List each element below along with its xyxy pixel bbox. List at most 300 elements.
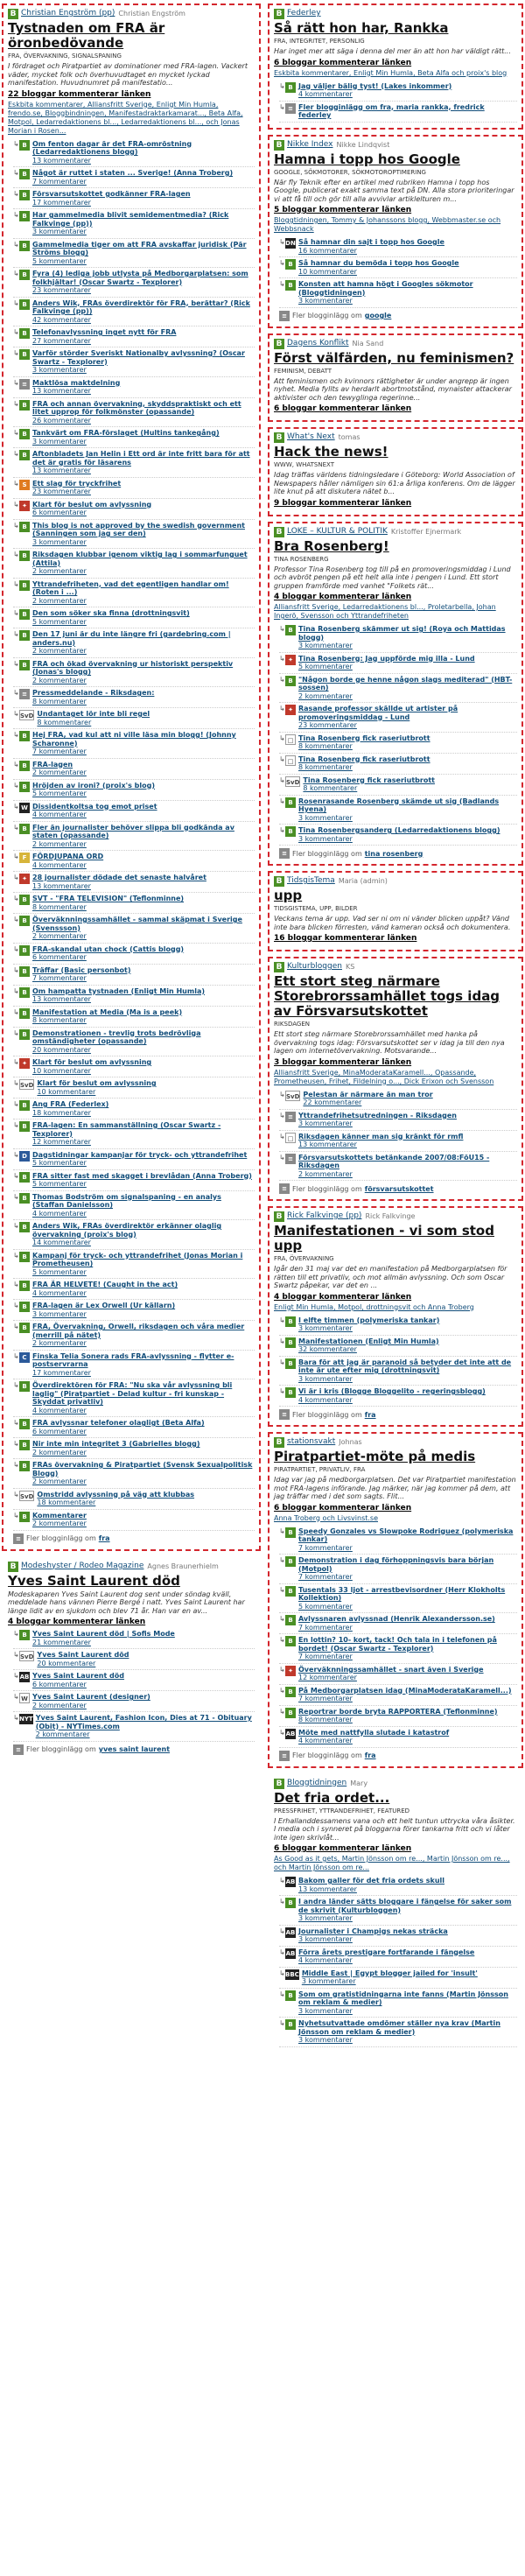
comment-count-link[interactable]: 12 kommentarer xyxy=(32,1138,91,1146)
reply-arrow-icon: ↳ xyxy=(13,211,19,219)
list-item xyxy=(13,1351,255,1380)
source-link[interactable]: Dagens Konflikt xyxy=(287,338,349,347)
comment-count-link[interactable]: 5 kommentarer xyxy=(32,1159,87,1167)
comment-count-link[interactable]: 2 kommentarer xyxy=(32,932,87,940)
comment-count-link[interactable]: 8 kommentarer xyxy=(298,763,353,771)
card-feminism xyxy=(268,333,523,423)
blog-count-link[interactable]: 6 bloggar kommenterar länken xyxy=(274,1503,412,1513)
comment-count-link[interactable]: 2 kommentarer xyxy=(32,567,87,575)
item-title-link[interactable]: På Medborgarplatsen idag (MinaModerataKaramell...) xyxy=(298,1686,512,1695)
comment-count-link[interactable]: 4 kommentarer xyxy=(32,1406,87,1414)
blog-list[interactable]: As Good as it gets, Martin Jönsson om re..., Martin Jönsson om re..., och Martin Jönsson om re... xyxy=(274,1855,510,1871)
source-favicon-icon: DN xyxy=(285,240,296,247)
item-title-link[interactable]: FRA ÄR HELVETE! (Caught in the act) xyxy=(32,1281,178,1288)
source-favicon-icon: B xyxy=(19,731,30,741)
item-title-link[interactable]: Rasande professor skällde ut artister på promoveringsmiddag - Lund xyxy=(298,705,458,721)
list-item xyxy=(13,1149,255,1170)
comment-count-link[interactable]: 10 kommentarer xyxy=(37,1087,96,1096)
comment-count-link[interactable]: 3 kommentarer xyxy=(298,642,353,649)
comment-count-link[interactable]: 4 kommentarer xyxy=(32,1209,87,1218)
item-title-link[interactable]: Varför störder Sveriskt Nationalby avlyssning? (Oscar Swartz - Texplorer) xyxy=(32,349,245,366)
comment-count-link[interactable]: 22 kommentarer xyxy=(303,1098,362,1106)
item-title-link[interactable]: FÖRDJUPANA ORD xyxy=(32,853,104,860)
post-title[interactable]: Bra Rosenberg! xyxy=(274,537,389,554)
source-favicon-icon: B xyxy=(19,270,30,280)
blog-count-link[interactable]: 9 bloggar kommenterar länken xyxy=(274,498,412,508)
post-tags: FRA, ÖVERVAKNING xyxy=(274,1255,334,1262)
comment-count-link[interactable]: 6 kommentarer xyxy=(32,1427,87,1435)
comment-count-link[interactable]: 2 kommentarer xyxy=(32,596,87,605)
comment-count-link[interactable]: 2 kommentarer xyxy=(32,1478,87,1485)
item-title-link[interactable]: Dagstidningar kampanjar för tryck- och yttrandefrihet xyxy=(32,1150,248,1159)
item-title-link[interactable]: Gammelmedia tiger om att FRA avskaffar juridisk (Pär Ströms blogg) xyxy=(32,240,247,256)
blog-list[interactable]: Eskbita kommentarer, Alliansfritt Sverige, Enligt Min Humla, frendo.se, Bloggbindningen, Manifestadraktarkamarat..., Beta Alfa, Motpol, Ledarredaktionens bl..., Ledarredaktionens bl..., och Jonas Morian i Rosen... xyxy=(8,100,243,135)
comment-count-link[interactable]: 8 kommentarer xyxy=(303,784,358,792)
item-title-link[interactable]: Yves Saint Laurent död | Sofis Mode xyxy=(32,1630,175,1638)
item-title-link[interactable]: Jag väljer bälig tyst! (Lakes inkommer) xyxy=(298,81,452,90)
item-title-link[interactable]: Tina Rosenberg: Jag uppförde mig illa - Lund xyxy=(298,654,475,663)
comment-count-link[interactable]: 26 kommentarer xyxy=(32,416,91,425)
comment-count-link[interactable]: 13 kommentarer xyxy=(32,387,91,395)
item-title-link[interactable]: Om hampatta tystnaden (Enligt Min Humla) xyxy=(32,986,206,995)
reply-arrow-icon: ↳ xyxy=(13,1100,19,1108)
list-item xyxy=(279,1584,517,1614)
blog-count-link[interactable]: 6 bloggar kommenterar länken xyxy=(274,1844,412,1853)
comment-count-link[interactable]: 2 kommentarer xyxy=(32,1520,87,1527)
comment-count-link[interactable]: 3 kommentarer xyxy=(298,1914,353,1922)
more-posts-link[interactable]: tina rosenberg xyxy=(364,849,424,858)
item-title-link[interactable]: Omstridd avlyssning på väg att klubbas xyxy=(37,1490,195,1499)
item-title-link[interactable]: Finska Telia Sonera rads FRA-avlyssning - flytter e-postservrarna xyxy=(32,1351,234,1368)
item-title-link[interactable]: FRA-lagen är Lex Orwell (Ur källarn) xyxy=(32,1302,176,1309)
item-title-link[interactable]: FRA-lagen xyxy=(32,760,74,769)
comment-count-link[interactable]: 8 kommentarer xyxy=(32,1016,87,1024)
item-title-link[interactable]: FRA, Övervakning, Orwell, riksdagen och våra medier (merrill på nätet) xyxy=(32,1323,245,1339)
more-posts-link[interactable]: försvarsutskottet xyxy=(364,1184,434,1193)
item-title-link[interactable]: Fler än journalister behöver slippa bli godkända av staten (opassande) xyxy=(32,823,234,839)
comment-count-link[interactable]: 5 kommentarer xyxy=(32,617,87,626)
comment-count-link[interactable]: 13 kommentarer xyxy=(298,1141,357,1148)
comment-count-link[interactable]: 3 kommentarer xyxy=(298,2006,353,2015)
post-title[interactable]: Det fria ordet... xyxy=(274,1789,390,1806)
comment-count-link[interactable]: 3 kommentarer xyxy=(32,366,87,374)
source-link[interactable]: TidsgisTema xyxy=(287,876,335,885)
item-title-link[interactable]: Så hamnar du bemöda i topp hos Google xyxy=(298,259,459,267)
comment-count-link[interactable]: 5 kommentarer xyxy=(32,1267,87,1276)
blog-list[interactable]: Eskbita kommentarer, Enligt Min Humla, Beta Alfa och proix's blog xyxy=(274,68,508,77)
item-title-link[interactable]: I andra länder sätts bloggare i fängelse för saker som de skrivit (Kulturbloggen) xyxy=(298,1898,512,1914)
source-favicon-icon: ✦ xyxy=(19,1058,30,1069)
blog-count-link[interactable]: 4 bloggar kommenterar länken xyxy=(274,593,412,601)
blog-count-link[interactable]: 4 bloggar kommenterar länken xyxy=(8,1618,146,1626)
comment-count-link[interactable]: 5 kommentarer xyxy=(32,1180,87,1188)
comment-count-link[interactable]: 13 kommentarer xyxy=(32,156,91,165)
item-title-link[interactable]: FRA och annan övervakning, skyddspraktiskt och ett litet upprop för folkmönster (opassande) xyxy=(32,399,242,416)
item-title-link[interactable]: Tina Rosenberg fick raseriutbrott xyxy=(298,755,430,763)
item-title-link[interactable]: Försvarsutskottets betänkande 2007/08:FöU15 - Riksdagen xyxy=(298,1153,490,1169)
more-posts-link[interactable]: fra xyxy=(98,1534,110,1542)
reply-arrow-icon: ↳ xyxy=(279,675,285,684)
list-item xyxy=(13,729,255,759)
item-title-link[interactable]: Demonstration i dag förhoppningsvis bara början (Motpol) xyxy=(298,1556,494,1573)
source-favicon-icon: B xyxy=(285,1556,296,1567)
blog-list[interactable]: Alliansfritt Sverige, Ledarredaktionens bl..., Proletarbella, Johan Ingerö, Svensson och Yttrandefriheten xyxy=(274,603,496,620)
item-title-link[interactable]: Möte med nattfylla slutade i katastrof xyxy=(298,1728,450,1737)
reply-arrow-icon: ↳ xyxy=(279,259,285,267)
item-title-link[interactable]: Riksdagen känner man sig kränkt för rmfl xyxy=(298,1132,464,1141)
comment-count-link[interactable]: 7 kommentarer xyxy=(298,1695,353,1702)
item-title-link[interactable]: Yves Saint Laurent död xyxy=(32,1672,125,1680)
comment-count-link[interactable]: 5 kommentarer xyxy=(298,663,353,670)
comment-count-link[interactable]: 7 kommentarer xyxy=(32,177,87,186)
blog-count-link[interactable]: 16 bloggar kommenterar länken xyxy=(274,934,417,943)
item-title-link[interactable]: Ang FRA (Federlex) xyxy=(32,1100,109,1108)
item-title-link[interactable]: FRAs övervakning & Piratpartiet (Svensk Sexualpolitisk Blogg) xyxy=(32,1461,253,1478)
more-posts-link[interactable]: yves saint laurent xyxy=(98,1745,171,1753)
blog-count-link[interactable]: 3 bloggar kommenterar länken xyxy=(274,1057,412,1067)
comment-count-link[interactable]: 7 kommentarer xyxy=(298,1573,353,1581)
comment-count-link[interactable]: 42 kommentarer xyxy=(32,315,91,324)
more-posts: ≡ Fler blogginlägg om fra xyxy=(13,1534,255,1544)
item-title-link[interactable]: Tina Rosenberg fick raseriutbrott xyxy=(298,733,430,742)
item-title-link[interactable]: Tankvärt om FRA-förslaget (Hultins tankegång) xyxy=(32,429,220,437)
comment-count-link[interactable]: 20 kommentarer xyxy=(32,1045,91,1054)
reply-arrow-icon: ↳ xyxy=(279,2019,285,2027)
more-posts-link[interactable]: google xyxy=(364,312,392,319)
source-link[interactable]: stationsvakt xyxy=(287,1437,336,1446)
item-title-link[interactable]: Anders Wik, FRAs överdirektör för FRA, berättar? (Rick Falkvinge (pp)) xyxy=(32,298,250,315)
blog-count-link[interactable]: 6 bloggar kommenterar länken xyxy=(274,404,412,413)
source-link[interactable]: LOKE – KULTUR & POLITIK xyxy=(287,526,388,536)
item-title-link[interactable]: Riksdagen klubbar igenom viktig lag i sommarfunguet (Attila) xyxy=(32,551,248,567)
item-title-link[interactable]: En lottin? 10- kort, tack! Och tala in i telefonen på bordet! (Oscar Swartz - Texplorer) xyxy=(298,1636,497,1653)
item-title-link[interactable]: Försvarsutskottet godkänner FRA-lagen xyxy=(32,190,191,198)
comment-count-link[interactable]: 10 kommentarer xyxy=(298,267,357,276)
list-item xyxy=(13,1056,255,1077)
source-favicon-icon: D xyxy=(19,1151,30,1162)
right-column xyxy=(268,4,523,2060)
comment-count-link[interactable]: 3 kommentarer xyxy=(298,834,353,843)
comment-count-link[interactable]: 4 kommentarer xyxy=(298,90,353,98)
blog-icon: B xyxy=(274,339,284,349)
source-link[interactable]: Federley xyxy=(287,9,321,18)
comment-count-link[interactable]: 5 kommentarer xyxy=(32,790,87,797)
item-title-link[interactable]: Manifestation at Media (Ma is a peek) xyxy=(32,1007,183,1016)
blog-count-link[interactable]: 5 bloggar kommenterar länken xyxy=(274,206,412,214)
comment-count-link[interactable]: 6 kommentarer xyxy=(32,1680,87,1688)
comment-count-link[interactable]: 13 kommentarer xyxy=(32,881,91,890)
comment-count-link[interactable]: 17 kommentarer xyxy=(32,198,91,207)
item-title-link[interactable]: This blog is not approved by the swedish government (Sanningen som jag ser den) xyxy=(32,521,245,537)
item-title-link[interactable]: Fler blogginlägg om fra, maria rankka, fredrick federley xyxy=(298,102,485,119)
comment-count-link[interactable]: 4 kommentarer xyxy=(32,860,87,869)
item-title-link[interactable]: Yttrandefriheten, vad det egentligen handlar om! (Roten i ...) xyxy=(32,579,229,596)
item-title-link[interactable]: Tina Rosenbergsanderg (Ledarredaktionens blogg) xyxy=(298,826,500,834)
item-title-link[interactable]: Bakom galler för det fria ordets skull xyxy=(298,1877,445,1885)
post-title[interactable]: Så rätt hon har, Rankka xyxy=(274,20,449,36)
comment-count-link[interactable]: 7 kommentarer xyxy=(32,748,87,755)
item-title-link[interactable]: FRA-skandal utan chock (Cattis blogg) xyxy=(32,944,185,953)
source-link[interactable]: Kulturbloggen xyxy=(287,962,342,971)
comment-count-link[interactable]: 5 kommentarer xyxy=(32,256,87,265)
more-posts-link[interactable]: fra xyxy=(364,1751,376,1759)
item-title-link[interactable]: Förra årets prestigare fortfarande i fängelse xyxy=(298,1948,475,1956)
comment-count-link[interactable]: 2 kommentarer xyxy=(32,647,87,655)
item-title-link[interactable]: FRA sitter fast med skagget i brevlådan (Anna Troberg) xyxy=(32,1171,252,1180)
more-posts-link[interactable]: fra xyxy=(364,1410,376,1419)
blog-count-link[interactable]: 4 bloggar kommenterar länken xyxy=(274,1292,412,1302)
item-title-link[interactable]: Nir inte min integritet 3 (Gabrielles blogg) xyxy=(32,1440,200,1448)
item-title-link[interactable]: FRA-lagen: En sammanställning (Oscar Swartz - Texplorer) xyxy=(32,1121,221,1138)
item-title-link[interactable]: Något är ruttet i staten ... Sverige! (Anna Troberg) xyxy=(32,169,234,177)
item-title-link[interactable]: Undantaget lör inte bli regel xyxy=(37,710,150,718)
reply-arrow-icon: ↳ xyxy=(279,1969,285,1977)
item-title-link[interactable]: Den som söker ska finna (drottningsvit) xyxy=(32,609,190,617)
comment-count-link[interactable]: 7 kommentarer xyxy=(298,1623,353,1632)
item-title-link[interactable]: "Någon borde ge henne någon slags mediterad" (HBT-sossen) xyxy=(298,675,513,691)
comment-count-link[interactable]: 7 kommentarer xyxy=(32,974,87,982)
source-link[interactable]: Rick Falkvinge (pp) xyxy=(287,1211,362,1220)
comment-count-link[interactable]: 10 kommentarer xyxy=(32,1066,91,1075)
comment-count-link[interactable]: 4 kommentarer xyxy=(298,1395,353,1404)
source-favicon-icon: B xyxy=(285,1337,296,1348)
item-title-link[interactable]: Vi är i kris (Blogge Bloggelito - regeringsblogg) xyxy=(298,1387,486,1395)
item-title-link[interactable]: Yves Saint Laurent, Fashion Icon, Dies at 71 - Obituary (Obit) - NYTimes.com xyxy=(35,1714,252,1730)
list-item xyxy=(13,986,255,1007)
item-title-link[interactable]: Aftonbladets Jan Helin i Ett ord är inte fritt bara för att det är gratis för läsarens xyxy=(32,450,250,467)
comment-count-link[interactable]: 8 kommentarer xyxy=(37,718,92,726)
comment-count-link[interactable]: 3 kommentarer xyxy=(301,1977,356,1985)
comment-count-link[interactable]: 13 kommentarer xyxy=(32,467,91,474)
post-title[interactable]: Först välfärden, nu feminismen? xyxy=(274,349,514,366)
comment-count-link[interactable]: 2 kommentarer xyxy=(32,1701,87,1709)
item-title-link[interactable]: Rosenrasande Rosenberg skämde ut sig (Badlands Hyena) xyxy=(298,797,500,813)
item-title-link[interactable]: Yttrandefrihetsutredningen - Riksdagen xyxy=(298,1111,457,1120)
comment-count-link[interactable]: 23 kommentarer xyxy=(32,488,91,495)
item-title-link[interactable]: Konsten att hamna högt i Googles sökmotor (Bloggtidningen) xyxy=(298,280,473,297)
comment-count-link[interactable]: 2 kommentarer xyxy=(298,1169,353,1178)
item-title-link[interactable]: 28 journalister dödade det senaste halvåret xyxy=(32,874,206,881)
source-favicon-icon: B xyxy=(19,580,30,591)
comment-count-link[interactable]: 2 kommentarer xyxy=(32,769,87,776)
post-title[interactable]: upp xyxy=(274,888,303,903)
reply-arrow-icon: ↳ xyxy=(13,1693,19,1701)
item-title-link[interactable]: Nyhetsutvattade omdömer ställer nya krav (Martin Jönsson om reklam & medier) xyxy=(298,2019,500,2036)
card-forsvarsutskottet xyxy=(268,957,523,1201)
comment-count-link[interactable]: 2 kommentarer xyxy=(35,1730,90,1738)
item-title-link[interactable]: Thomas Bodström om signalspaning - en analys (Staffan Danielsson) xyxy=(32,1192,221,1209)
item-title-link[interactable]: Bara för att jag är paranoid så betyder det inte att de inte är ute efter mig (drottningsvit) xyxy=(298,1358,512,1374)
blog-list[interactable]: Anna Troberg och Livsvinst.se xyxy=(274,1513,378,1522)
left-column xyxy=(2,4,261,1767)
item-title-link[interactable]: Överväknningssamhället - sammal skäpmat i Sverige (Svenssson) xyxy=(32,916,242,932)
item-title-link[interactable]: Överväknningssamhället - snart även i Sverige xyxy=(298,1665,484,1674)
item-title-link[interactable]: Reportrar borde bryta RAPPORTERA (Teflonminne) xyxy=(298,1707,498,1716)
item-title-link[interactable]: Maktlösa maktdelning xyxy=(32,378,121,387)
reply-arrow-icon: ↳ xyxy=(13,521,19,530)
source-link[interactable]: Bloggtidningen xyxy=(287,1778,347,1787)
item-title-link[interactable]: Tina Rosenberg fick raseriutbrott xyxy=(303,776,435,784)
comment-count-link[interactable]: 4 kommentarer xyxy=(298,1737,353,1744)
comment-count-link[interactable]: 3 kommentarer xyxy=(32,1309,87,1318)
list-item xyxy=(13,1170,255,1191)
source-favicon-icon: B xyxy=(285,1615,296,1625)
comment-count-link[interactable]: 12 kommentarer xyxy=(298,1674,357,1681)
comment-count-link[interactable]: 13 kommentarer xyxy=(298,1885,357,1893)
reply-arrow-icon: ↳ xyxy=(13,270,19,277)
item-title-link[interactable]: SVT - "FRA TELEVISION" (Teflonminne) xyxy=(32,895,185,902)
comment-count-link[interactable]: 16 kommentarer xyxy=(298,246,357,255)
source-link[interactable]: Modeshyster / Rodeo Magazine xyxy=(21,1561,144,1570)
reply-arrow-icon: ↳ xyxy=(13,479,19,488)
comment-count-link[interactable]: 13 kommentarer xyxy=(32,995,91,1003)
item-title-link[interactable]: Anders Wik, FRAs överdirektör erkänner olaglig övervakning (proix's blog) xyxy=(32,1222,222,1239)
item-title-link[interactable]: Hröjden av ironi? (proix's blog) xyxy=(32,781,156,790)
comment-count-link[interactable]: 8 kommentarer xyxy=(32,902,87,911)
item-title-link[interactable]: Hej FRA, vad kul att ni ville läsa min blogg! (Johnny Scharonne) xyxy=(32,731,236,748)
source-link[interactable]: Nikke Index xyxy=(287,139,333,149)
blog-list[interactable]: Enligt Min Humla, Motpol, drottningsvit och Anna Troberg xyxy=(274,1302,474,1311)
item-title-link[interactable]: Telefonavlyssning inget nytt för FRA xyxy=(32,328,177,336)
comment-count-link[interactable]: 8 kommentarer xyxy=(32,697,87,705)
item-title-link[interactable]: Klart för beslut om avlyssning xyxy=(37,1079,157,1087)
source-favicon-icon: SvD xyxy=(19,710,34,720)
post-title[interactable]: Tystnaden om FRA är öronbedövande xyxy=(8,20,165,51)
list-item xyxy=(279,257,517,278)
post-title[interactable]: Hack the news! xyxy=(274,444,388,460)
item-title-link[interactable]: Träffar (Basic personbot) xyxy=(32,965,131,974)
item-title-link[interactable]: Klart för beslut om avlyssning xyxy=(32,1058,152,1066)
comment-count-link[interactable]: 3 kommentarer xyxy=(298,1935,353,1943)
reply-arrow-icon: ↳ xyxy=(279,1728,285,1737)
comment-count-link[interactable]: 27 kommentarer xyxy=(32,336,91,345)
comment-count-link[interactable]: 3 kommentarer xyxy=(298,1374,353,1383)
item-title-link[interactable]: Demonstrationen - trevlig trots bedrövliga omständigheter (opassande) xyxy=(32,1028,201,1045)
post-title[interactable]: Hamna i topp hos Google xyxy=(274,151,460,167)
comment-count-link[interactable]: 20 kommentarer xyxy=(37,1659,96,1667)
item-title-link[interactable]: Pressmeddelande - Riksdagen: xyxy=(32,689,155,697)
card-header xyxy=(274,140,517,151)
list-item xyxy=(13,448,255,478)
card-header xyxy=(274,1779,517,1789)
card-google xyxy=(268,135,523,328)
source-link[interactable]: What's Next xyxy=(287,432,335,441)
comment-count-link[interactable]: 2 kommentarer xyxy=(32,1339,87,1347)
item-title-link[interactable]: Avlyssnaren avlyssnad (Henrik Alexandersson.se) xyxy=(298,1615,495,1623)
item-title-link[interactable]: Tusentals 33 ljot - arrestbevisordner (Herr Klokholts Kollektion) xyxy=(298,1585,506,1602)
item-title-link[interactable]: I elfte timmen (polymeriska tankar) xyxy=(298,1316,440,1324)
list-item xyxy=(13,298,255,327)
post-tags: TINA ROSENBERG xyxy=(274,555,329,563)
comment-count-link[interactable]: 3 kommentarer xyxy=(298,1324,353,1332)
post-title[interactable]: Manifestationen - vi som stod upp xyxy=(274,1223,494,1253)
item-title-link[interactable]: Yves Saint Laurent (designer) xyxy=(32,1693,150,1701)
comment-count-link[interactable]: 32 kommentarer xyxy=(298,1345,357,1353)
comment-count-link[interactable]: 21 kommentarer xyxy=(32,1638,91,1646)
comment-count-link[interactable]: 4 kommentarer xyxy=(32,1288,87,1297)
comment-count-link[interactable]: 6 kommentarer xyxy=(32,509,87,516)
comment-count-link[interactable]: 3 kommentarer xyxy=(32,437,87,446)
item-title-link[interactable]: Som om gratistidningarna inte fanns (Martin Jönsson om reklam & medier) xyxy=(298,1990,508,2006)
comment-count-link[interactable]: 8 kommentarer xyxy=(298,742,353,750)
item-title-link[interactable]: Journalister i Champigs nekas sträcka xyxy=(298,1927,448,1935)
item-title-link[interactable]: Yves Saint Laurent död xyxy=(37,1651,130,1659)
item-title-link[interactable]: Den 17 juni är du inte längre fri (gardebring.com | anders.nu) xyxy=(32,630,231,647)
reply-arrow-icon: ↳ xyxy=(279,1358,285,1366)
comment-count-link[interactable]: 3 kommentarer xyxy=(32,537,87,546)
comment-count-link[interactable]: 17 kommentarer xyxy=(32,1368,91,1377)
comment-count-link[interactable]: 4 kommentarer xyxy=(32,811,87,818)
item-title-link[interactable]: Tina Rosenberg skämmer ut sig! (Roya och Mattidas blogg) xyxy=(298,625,506,642)
post-title[interactable]: Ett stort steg närmare Storebrorssamhället togs idag av Försvarsutskottet xyxy=(274,973,500,1019)
item-title-link[interactable]: Dissidentkoltsa tog emot priset xyxy=(32,802,158,811)
item-title-link[interactable]: Middle East | Egypt blogger jailed for 'insult' xyxy=(301,1969,478,1977)
reply-arrow-icon: ↳ xyxy=(13,551,19,558)
comment-count-link[interactable]: 3 kommentarer xyxy=(298,1120,353,1127)
comment-count-link[interactable]: 23 kommentarer xyxy=(298,721,357,729)
card-header xyxy=(274,339,517,349)
post-excerpt: Ett stort steg närmare Storebrorssamhället med hanka på övervakning togs idag: Försvarsutskottet ser v idag ja till den nya lagen om internetövervakning. Motsvarande... xyxy=(274,1030,505,1055)
item-title-link[interactable]: Fyra (4) lediga jobb utlysta på Medborgarplatsen: som folkhjältar! (Oscar Swartz - Texplorer) xyxy=(32,270,248,286)
comment-count-link[interactable]: 23 kommentarer xyxy=(32,286,91,294)
comment-count-link[interactable]: 3 kommentarer xyxy=(298,2036,353,2044)
comment-count-link[interactable]: 7 kommentarer xyxy=(298,1543,353,1552)
blog-list[interactable]: Alliansfritt Sverige, MinaModerataKaramell..., Opassande, Prometheusen, Frihet, Fildelning o..., Dick Erixon och Svensson xyxy=(274,1068,494,1085)
item-title-link[interactable]: Så hamnar din sajt i topp hos Google xyxy=(298,238,444,246)
item-title-link[interactable]: Har gammelmedia blivit semidementmedia? (Rick Falkvinge (pp)) xyxy=(32,211,229,228)
comment-count-link[interactable]: 18 kommentarer xyxy=(32,1108,91,1117)
blog-count-link[interactable]: 22 bloggar kommenterar länken xyxy=(8,89,151,99)
item-title-link[interactable]: FRA avlyssnar telefoner olagligt (Beta Alfa) xyxy=(32,1419,205,1427)
comment-count-link[interactable]: 8 kommentarer xyxy=(298,1716,353,1723)
blog-count-link[interactable]: 6 bloggar kommenterar länken xyxy=(274,58,412,67)
comment-count-link[interactable]: 3 kommentarer xyxy=(298,813,353,822)
item-title-link[interactable]: Överdirektören för FRA: "Nu ska vår avlyssning bli laglig" (Piratpartiet - Delad kultur - fri kunskap - Skyddat privatliv) xyxy=(32,1381,233,1406)
more-posts: ≡ Fler blogginlägg om yves saint laurent xyxy=(13,1744,255,1755)
post-title[interactable]: Piratpartiet-möte på medis xyxy=(274,1449,476,1464)
list-item xyxy=(13,1191,255,1221)
list-icon: ≡ xyxy=(13,1534,24,1544)
comment-count-link[interactable]: 18 kommentarer xyxy=(37,1499,96,1506)
item-title-link[interactable]: Ett slag för tryckfrihet xyxy=(32,479,122,488)
source-link[interactable]: Christian Engström (pp) xyxy=(21,9,116,18)
comment-count-link[interactable]: 2 kommentarer xyxy=(32,676,87,684)
item-title-link[interactable]: Pelestan är närmare än man tror xyxy=(303,1090,433,1098)
source-favicon-icon: B xyxy=(19,328,30,339)
item-title-link[interactable]: Kampanj för tryck- och yttrandefrihet (Jonas Morian i Prometheusen) xyxy=(32,1251,243,1267)
comment-count-link[interactable]: 2 kommentarer xyxy=(32,1448,87,1456)
item-title-link[interactable]: Klart för beslut om avlyssning xyxy=(32,500,152,509)
item-title-link[interactable]: Om fenton dagar är det FRA-omröstning (Ledarredaktionens blogg) xyxy=(32,139,192,156)
comment-count-link[interactable]: 3 kommentarer xyxy=(298,297,353,305)
reply-arrow-icon: ↳ xyxy=(279,1387,285,1395)
comment-count-link[interactable]: 2 kommentarer xyxy=(32,839,87,848)
comment-count-link[interactable]: 2 kommentarer xyxy=(298,691,353,700)
comment-count-link[interactable]: 14 kommentarer xyxy=(32,1239,91,1246)
comment-count-link[interactable]: 7 kommentarer xyxy=(298,1653,353,1660)
comment-count-link[interactable]: 4 kommentarer xyxy=(298,1956,353,1964)
comment-count-link[interactable]: 6 kommentarer xyxy=(32,953,87,961)
comment-count-link[interactable]: 3 kommentarer xyxy=(32,228,87,235)
item-title-link[interactable]: FRA och ökad övervakning ur historiskt perspektiv (Jonas's blogg) xyxy=(32,659,234,676)
source-favicon-icon: B xyxy=(285,1990,296,2001)
post-title[interactable]: Yves Saint Laurent död xyxy=(8,1572,180,1589)
blog-list[interactable]: Bloggtidningen, Tommy & Johanssons blogg, Webbmaster.se och Webbsnack xyxy=(274,216,501,233)
comment-count-link[interactable]: 5 kommentarer xyxy=(298,1602,353,1611)
item-title-link[interactable]: Speedy Gonzales vs Slowpoke Rodriguez (polymeriska tankar) xyxy=(298,1527,514,1543)
item-title-link[interactable]: Manifestationen (Enligt Min Humla) xyxy=(298,1337,439,1345)
item-title-link[interactable]: Kommentarer xyxy=(32,1511,87,1520)
